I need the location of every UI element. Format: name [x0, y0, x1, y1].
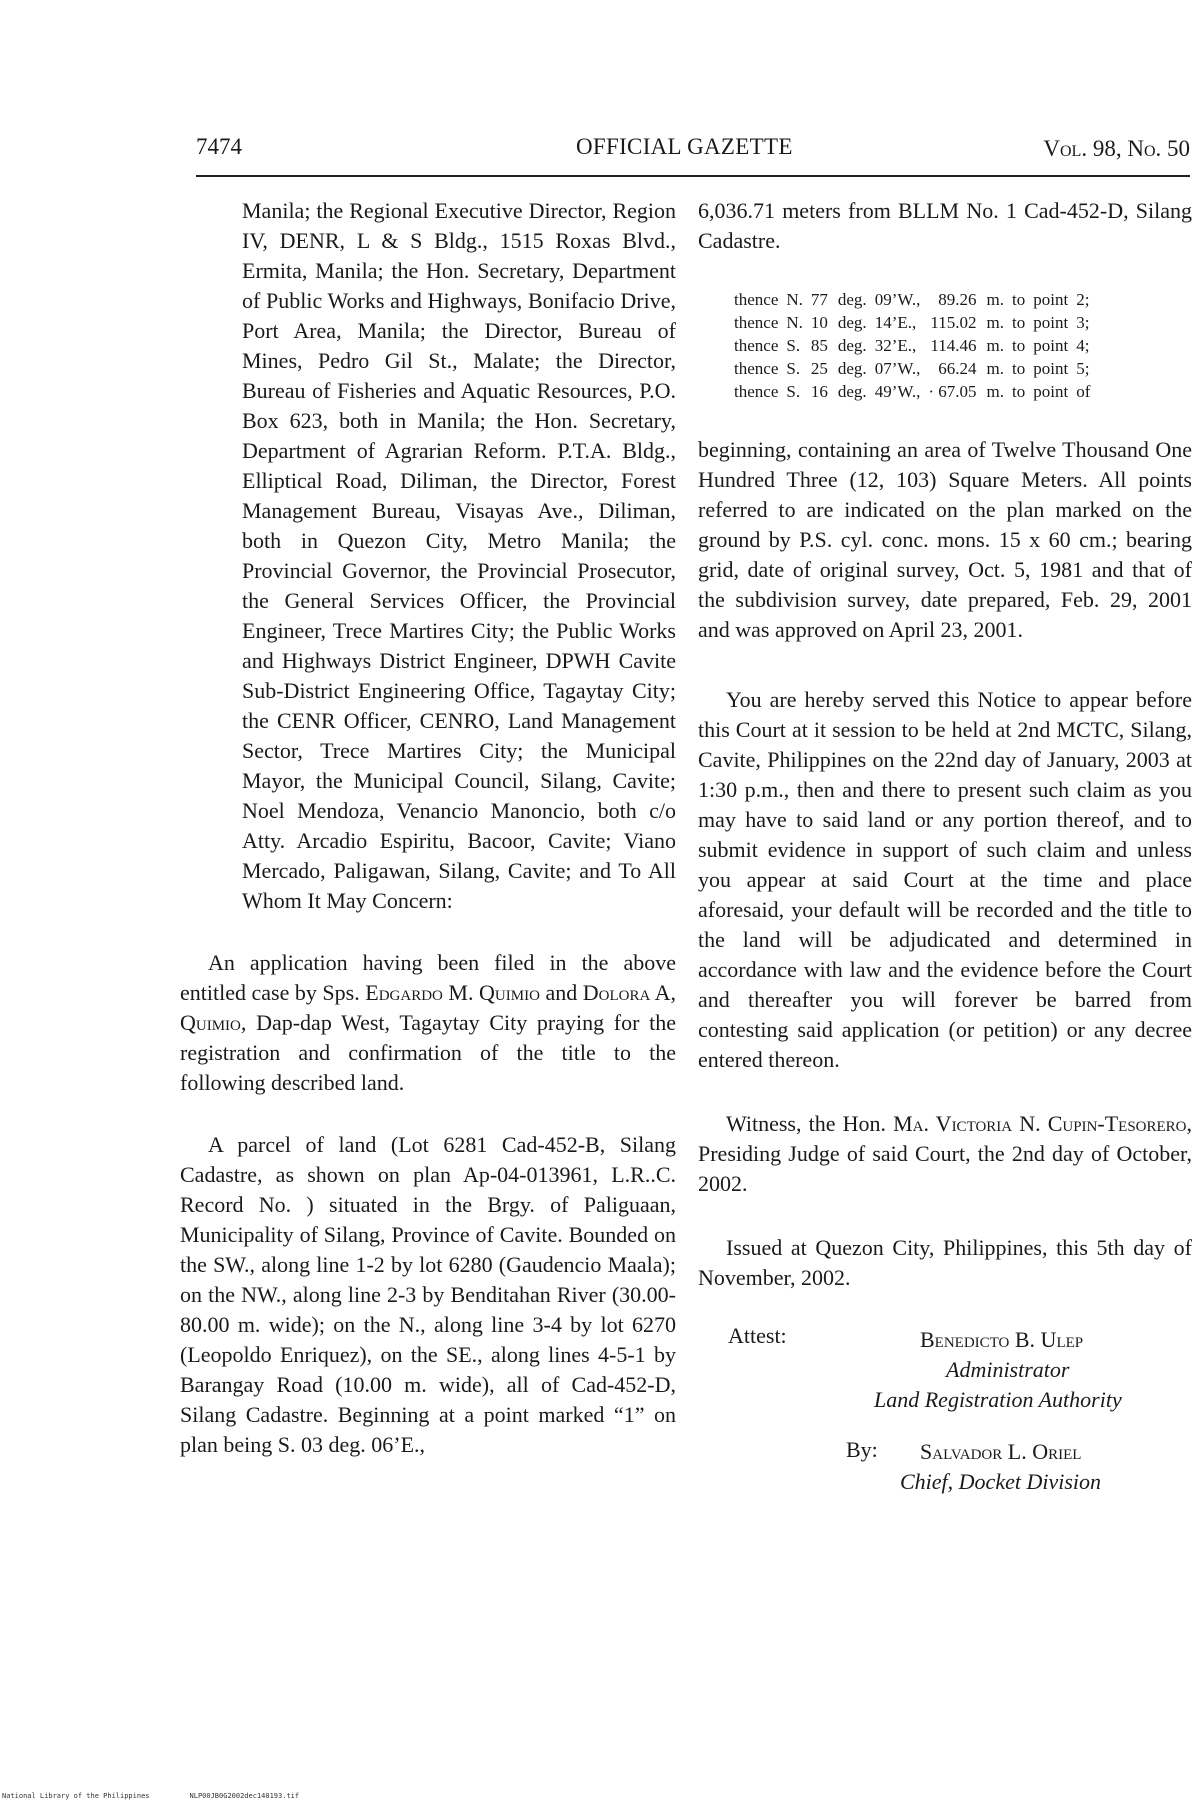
witness-text-after: Presiding Judge of said Court, the 2nd day of October, 2002. [698, 1141, 1192, 1196]
bearing-unit: m. [986, 290, 1004, 309]
bearing-target: 5; [1076, 359, 1090, 378]
bearing-minutes: 14’E., [874, 313, 917, 332]
bearing-direction: S. [786, 359, 801, 378]
applicant-name-2: Dolora A, Quimio, [180, 980, 677, 1035]
bearings-table [734, 288, 1090, 403]
page-number: 7474 [196, 134, 242, 159]
bearing-unit: m. [986, 382, 1004, 401]
bearing-word: thence [734, 313, 779, 332]
bearing-point: point [1033, 382, 1069, 401]
footer-source: National Library of the Philippines [2, 1792, 150, 1800]
bearing-to: to [1012, 359, 1026, 378]
area-paragraph: beginning, containing an area of Twelve Thousand One Hundred Three (12, 103) Square Meters. All points referred to are indicated on the plan marked on the ground by P.S. cyl. conc. mons. 15 x 60 cm.; bearing grid, date of original survey, Oct. 5, 1981 and that of the subdivision survey, date prepared, Feb. 29, 2001 and was approved on April 23, 2001. [698, 437, 1192, 642]
bearing-row [734, 357, 1090, 380]
bearing-row [734, 288, 1090, 311]
bearing-deg-word: deg. [837, 313, 867, 332]
volume-number: Vol. 98, No. 50 [1043, 136, 1190, 161]
bearing-point: point [1033, 290, 1069, 309]
bearing-target: 2; [1076, 290, 1090, 309]
signatory-1-name: Benedicto B. Ulep [920, 1327, 1084, 1352]
bearing-unit: m. [986, 313, 1004, 332]
attest-label: Attest: [728, 1323, 787, 1348]
bearing-point: point [1033, 336, 1069, 355]
applicant-name-1: Edgardo M. Quimio [365, 980, 540, 1005]
right-column [698, 196, 1192, 1511]
bearing-deg-word: deg. [837, 359, 867, 378]
bearing-target: of [1076, 382, 1091, 401]
bearing-degrees: 16 [810, 382, 828, 401]
bearing-minutes: 32’E., [874, 336, 917, 355]
bearing-unit: m. [986, 359, 1004, 378]
bearing-direction: N. [786, 313, 803, 332]
signature-block [698, 1321, 1192, 1511]
parcel-description-paragraph: A parcel of land (Lot 6281 Cad-452-B, Silang Cadastre, as shown on plan Ap-04-013961, L.R..C. Record No. ) situated in the Brgy. of Paliguaan, Municipality of Silang, Province of Cavite. Bounded on the SW., along line 1-2 by lot 6280 (Gaudencio Maala); on the NW., along line 2-3 by Benditahan River (30.00-80.00 m. wide); on the N., along line 3-4 by lot 6270 (Leopoldo Enriquez), on the SE., along lines 4-5-1 by Barangay Road (10.00 m. wide), all of Cad-452-D, Silang Cadastre. Beginning at a point marked “1” on plan being S. 03 deg. 06’E., [180, 1132, 676, 1457]
bearing-unit: m. [986, 336, 1004, 355]
bearing-to: to [1012, 313, 1026, 332]
bearing-distance: · 67.05 [928, 382, 977, 401]
signatory-1-agency: Land Registration Authority [874, 1387, 1122, 1412]
bearing-distance: 89.26 [938, 290, 977, 309]
bearing-point: point [1033, 359, 1069, 378]
bearings-body [734, 288, 1090, 403]
footer-file: NLP00JB0G2002dec140193.tif [189, 1792, 300, 1800]
bearing-degrees: 25 [810, 359, 828, 378]
signatory-1-title: Administrator [946, 1357, 1070, 1382]
witness-text-before: Witness, the Hon. [726, 1111, 886, 1136]
bearing-distance: 114.46 [930, 336, 977, 355]
addressees-paragraph: Manila; the Regional Executive Director, Region IV, DENR, L & S Bldg., 1515 Roxas Blvd., Ermita, Manila; the Hon. Secretary, Department of Public Works and Highways, Bonifacio Drive, Port Area, Manila; the Director, Bureau of Mines, Pedro Gil St., Malate; the Director, Bureau of Fisheries and Aquatic Resources, P.O. Box 623, both in Manila; the Hon. Secretary, Department of Agrarian Reform. P.T.A. Bldg., Elliptical Road, Diliman, the Director, Forest Management Bureau, Visayas Ave., Diliman, both in Quezon City, Metro Manila; the Provincial Governor, the Provincial Prosecutor, the General Services Officer, the Provincial Engineer, Trece Martires City; the Public Works and Highways District Engineer, DPWH Cavite Sub-District Engineering Office, Tagaytay City; the CENR Officer, CENRO, Land Management Sector, Trece Martires City; the Municipal Mayor, the Municipal Council, Silang, Cavite; Noel Mendoza, Venancio Manoncio, both c/o Atty. Arcadio Espiritu, Bacoor, Cavite; Viano Mercado, Paligawan, Silang, Cavite; and To All Whom It May Concern: [242, 198, 676, 913]
bearing-distance: 66.24 [938, 359, 977, 378]
bearing-point: point [1033, 313, 1069, 332]
bearing-row [734, 311, 1090, 334]
gazette-title: OFFICIAL GAZETTE [576, 134, 793, 159]
bearing-direction: S. [786, 336, 801, 355]
bearing-word: thence [734, 359, 779, 378]
page-header [196, 130, 1190, 170]
bearing-target: 3; [1076, 313, 1090, 332]
bearing-to: to [1012, 382, 1026, 401]
application-and: and [545, 980, 578, 1005]
bearing-word: thence [734, 382, 779, 401]
bearing-word: thence [734, 290, 779, 309]
signatory-2-title: Chief, Docket Division [900, 1469, 1102, 1494]
bearing-row [734, 334, 1090, 357]
application-text-before: An application having been filed in the above entitled case by Sps. [180, 950, 676, 1005]
bearing-deg-word: deg. [837, 336, 867, 355]
bearing-minutes: 09’W., [874, 290, 921, 309]
application-text-after: Dap-dap West, Tagaytay City praying for the registration and confirmation of the title to the following described land. [180, 1010, 676, 1095]
bearing-word: thence [734, 336, 779, 355]
bearing-direction: N. [786, 290, 803, 309]
bearing-degrees: 85 [810, 336, 828, 355]
application-paragraph [180, 948, 676, 1098]
bearing-deg-word: deg. [837, 290, 867, 309]
distance-continuation: 6,036.71 meters from BLLM No. 1 Cad-452-D, Silang Cadastre. [698, 198, 1192, 253]
bearing-to: to [1012, 290, 1026, 309]
bearing-minutes: 07’W., [874, 359, 921, 378]
left-column [180, 196, 676, 1460]
bearing-minutes: 49’W., [874, 382, 921, 401]
by-label: By: [846, 1437, 878, 1462]
bearing-direction: S. [786, 382, 801, 401]
bearing-row [734, 380, 1090, 403]
scan-footer [2, 1792, 299, 1800]
bearing-to: to [1012, 336, 1026, 355]
header-rule [196, 175, 1190, 177]
bearing-deg-word: deg. [837, 382, 867, 401]
bearing-degrees: 77 [810, 290, 828, 309]
issued-paragraph: Issued at Quezon City, Philippines, this 5th day of November, 2002. [698, 1235, 1192, 1290]
judge-name: Ma. Victoria N. Cupin-Tesorero, [893, 1111, 1192, 1136]
bearing-target: 4; [1076, 336, 1090, 355]
witness-paragraph [698, 1109, 1192, 1199]
bearing-degrees: 10 [810, 313, 828, 332]
signatory-2-name: Salvador L. Oriel [920, 1439, 1082, 1464]
notice-paragraph: You are hereby served this Notice to appear before this Court at it session to be held at 2nd MCTC, Silang, Cavite, Philippines on the 22nd day of January, 2003 at 1:30 p.m., then and there to present such claim as you may have to said land or any portion thereof, and to submit evidence in support of such claim and unless you appear at said Court at the time and place aforesaid, your default will be recorded and the title to the land will be adjudicated and determined in accordance with law and the evidence before the Court and thereafter you will forever be barred from contesting said application (or petition) or any decree entered thereon. [698, 687, 1192, 1072]
bearing-distance: 115.02 [930, 313, 977, 332]
